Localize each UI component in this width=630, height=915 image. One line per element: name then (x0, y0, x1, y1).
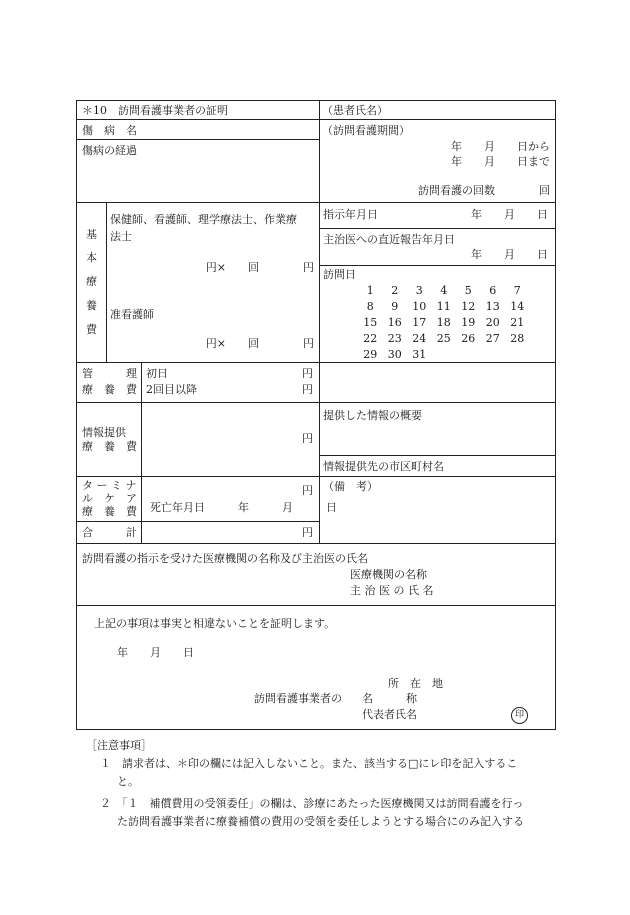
info-provision-yen: 円 (302, 432, 313, 445)
patient-name-label: （患者氏名） (322, 104, 388, 117)
rule-instruction (319, 228, 556, 229)
management-first-day-yen: 円 (302, 367, 313, 380)
rule-info-top (76, 402, 556, 403)
certification-date: 年 月 日 (117, 646, 194, 659)
note-2-line2: た訪問看護事業者に療養補償の費用の受領を委任しようとする場合にのみ記入する (117, 815, 524, 828)
rule-medical-top (76, 543, 556, 544)
instruction-date-value: 年 月 日 (471, 208, 548, 221)
management-second-onward-yen: 円 (302, 383, 313, 396)
visit-day: 16 (387, 316, 402, 329)
visit-day: 10 (412, 300, 427, 313)
rule-certification-top (76, 605, 556, 606)
note-1-line1: １ 請求者は、＊印の欄には記入しないこと。また、該当する□にレ印を記入するこ (100, 757, 518, 770)
visit-day: 24 (412, 332, 427, 345)
total-label: 合 計 (82, 526, 137, 539)
provider-name-label: 名 称 (362, 692, 417, 705)
assistant-nurse-label: 准看護師 (110, 308, 154, 321)
info-summary-label: 提供した情報の概要 (323, 409, 422, 422)
visit-day: 3 (415, 284, 423, 297)
nurse-fee: 円× 回 円 (205, 261, 314, 274)
visit-day: 17 (412, 316, 427, 329)
notes-heading: ［注意事項］ (86, 739, 152, 752)
nurse-label-line2: 法士 (110, 230, 132, 243)
visit-days-label: 訪問日 (323, 268, 356, 281)
note-2-line1: ２ 「１ 補償費用の受領委任」の欄は、診療にあたった医療機関又は訪問看護を行っ (100, 797, 524, 810)
visit-day: 20 (485, 316, 500, 329)
rule-header (76, 119, 556, 120)
rule-management-top (76, 362, 556, 363)
rule-summary-bottom (319, 455, 556, 456)
representative-label: 代表者氏名 (362, 708, 417, 721)
visit-day: 31 (412, 348, 427, 361)
total-yen: 円 (302, 526, 313, 539)
visit-day: 6 (489, 284, 497, 297)
visit-day: 7 (513, 284, 521, 297)
provider-address-label: 所 在 地 (388, 677, 443, 690)
rule-total-top (76, 521, 319, 522)
rule-disease-name (76, 139, 319, 140)
assistant-nurse-fee: 円× 回 円 (205, 337, 314, 350)
medical-institution-name-label: 医療機関の名称 (350, 568, 427, 581)
management-second-onward: 2回目以降 (146, 383, 197, 396)
visit-days-calendar (358, 284, 530, 361)
visit-day: 27 (485, 332, 500, 345)
rule-basic-label-divider (106, 202, 107, 362)
disease-name-label: 傷 病 名 (82, 124, 137, 137)
visit-day: 18 (436, 316, 451, 329)
note-1-line2: と。 (117, 775, 139, 788)
management-label-line2: 療 養 費 (82, 383, 137, 396)
visit-day: 9 (391, 300, 399, 313)
visit-day: 15 (363, 316, 378, 329)
rule-basic-top (76, 202, 556, 203)
visit-day: 8 (366, 300, 374, 313)
terminal-label-line2: ル ケ ア (82, 492, 137, 505)
visit-day: 26 (461, 332, 476, 345)
visit-day: 28 (510, 332, 525, 345)
visit-day: 30 (387, 348, 402, 361)
rule-center-divider (319, 100, 320, 543)
death-date: 死亡年月日 年 月 日 (150, 501, 337, 514)
visit-day: 4 (440, 284, 448, 297)
visit-day: 22 (363, 332, 378, 345)
attending-doctor-label: 主 治 医 の 氏 名 (350, 584, 434, 597)
info-municipality-label: 情報提供先の市区町村名 (323, 460, 444, 473)
visit-day: 5 (464, 284, 472, 297)
instruction-date-label: 指示年月日 (323, 208, 378, 221)
seal-mark: 印 (511, 707, 528, 724)
terminal-yen: 円 (302, 484, 313, 497)
visit-period-label: （訪問看護期間） (322, 124, 410, 137)
provider-label: 訪問看護事業者の (254, 692, 342, 705)
visit-day: 1 (366, 284, 374, 297)
rule-report (319, 265, 556, 266)
visit-day: 29 (363, 348, 378, 361)
visit-period-from: 年 月 日から (451, 140, 550, 153)
visit-day: 2 (391, 284, 399, 297)
terminal-label-line3: 療 養 費 (82, 505, 137, 518)
visit-day: 14 (510, 300, 525, 313)
visit-day: 19 (461, 316, 476, 329)
section-title: ＊10 訪問看護事業者の証明 (82, 104, 228, 117)
visit-day: 21 (510, 316, 525, 329)
certification-statement: 上記の事項は事実と相違ないことを証明します。 (94, 617, 336, 630)
visit-day: 23 (387, 332, 402, 345)
nurse-label-line1: 保健師、看護師、理学療法士、作業療 (110, 213, 297, 226)
visit-day: 25 (436, 332, 451, 345)
info-provision-label-line2: 療 養 費 (82, 440, 137, 453)
management-first-day: 初日 (146, 367, 168, 380)
report-date-label: 主治医への直近報告年月日 (323, 233, 455, 246)
management-label-line1: 管 理 (82, 367, 137, 380)
report-date-value: 年 月 日 (471, 248, 548, 261)
visit-day: 12 (461, 300, 476, 313)
rule-fee-label-divider (141, 362, 142, 543)
visit-day: 11 (436, 300, 451, 313)
rule-terminal-top (76, 476, 556, 477)
disease-progress-label: 傷病の経過 (82, 144, 137, 157)
terminal-label-line1: タ ー ミ ナ (82, 479, 137, 492)
medical-institution-heading: 訪問看護の指示を受けた医療機関の名称及び主治医の氏名 (82, 552, 368, 565)
remarks-label: （備 考） (323, 480, 378, 493)
visit-day: 13 (485, 300, 500, 313)
info-provision-label-line1: 情報提供 (82, 426, 126, 439)
visit-period-to: 年 月 日まで (451, 155, 550, 168)
visit-count: 訪問看護の回数 回 (418, 184, 550, 197)
